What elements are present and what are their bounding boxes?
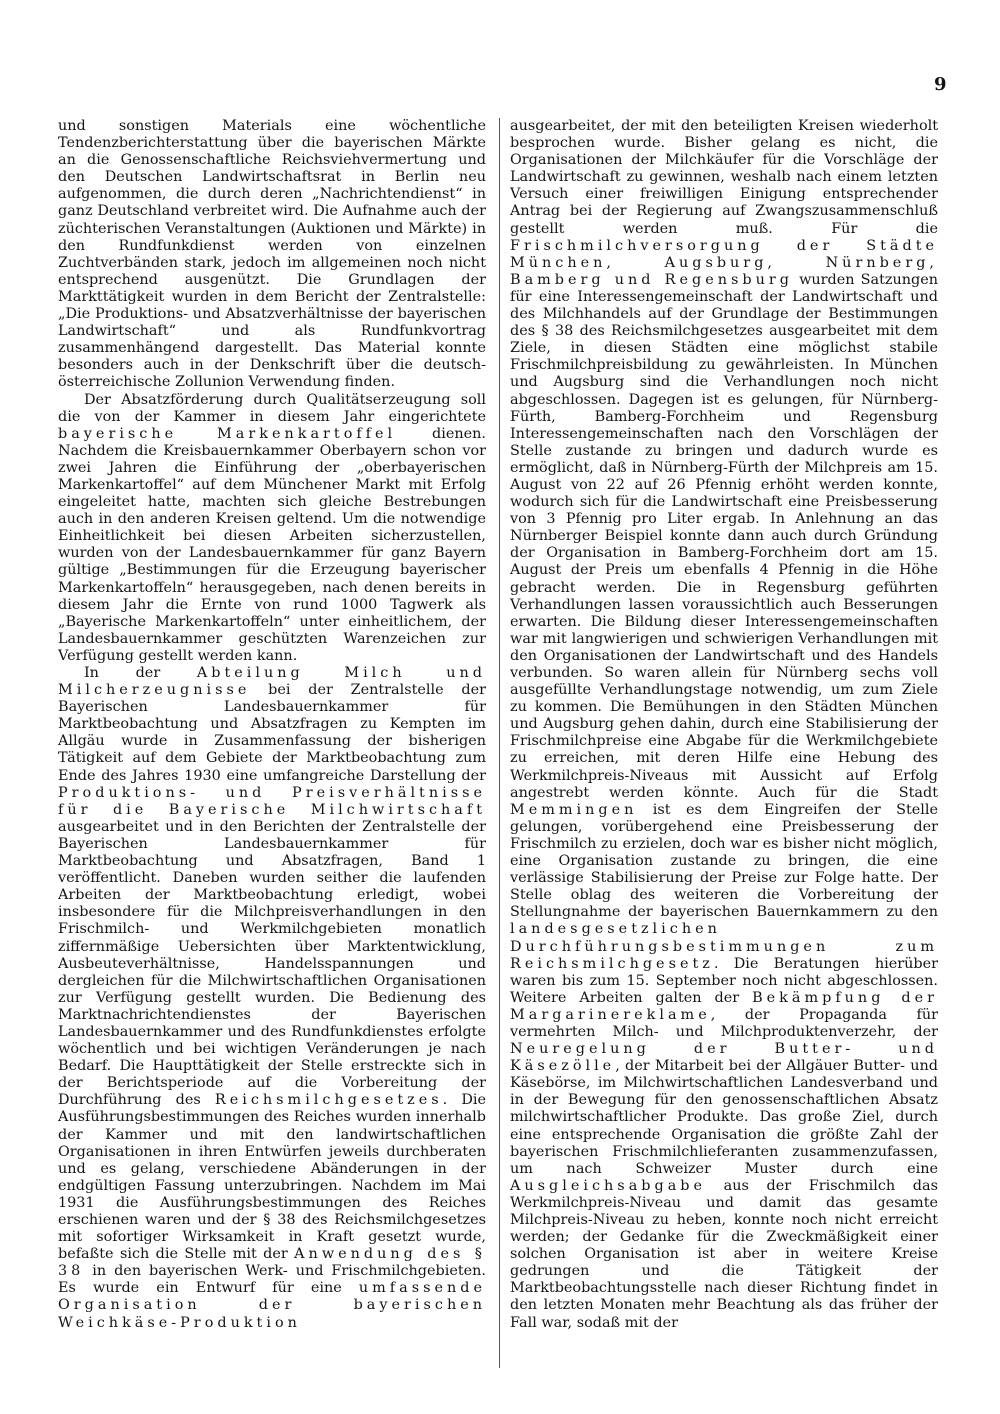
text-run: dienen. Nachdem die Kreisbauernkammer Oberbayern schon vor zwei Jahren die Einführung der „oberbayerischen Markenkartoffel“ auf dem Münchener Markt mit Erfolg eingeleitet hatte, machten sich gleiche Bestrebungen auch in den anderen Kreisen geltend. Um die notwendige Einheitlichkeit bei diesen Arbeiten sicherzustellen, wurden von der Landesbauernkammer für ganz Bayern gültige „Bestimmungen für die Erzeugung bayerischer Markenkartoffeln“ herausgegeben, nach denen bereits in diesem Jahr die Ernte von rund 1000 Tagwerk als „Bayerische Markenkartoffeln“ unter einheitlichem, der Landesbauernkammer geschützten Warenzeichen zur Verfügung gestellt werden kann. xyxy=(58,425,486,664)
text-run: Der Absatzförderung durch Qualitätserzeugung soll die von der Kammer in diesem Jahr eingerichtete xyxy=(58,391,486,425)
text-run: , der Mitarbeit bei der Allgäuer Butter- und Käsebörse, im Milchwirtschaftlichen Landesverband und in der Bewegung für den genossenschaftlichen Absatz milchwirtschaftlicher Produkte. Das große Ziel, durch eine entsprechende Organisation die größte Zahl der bayerischen Frischmilchlieferanten zusammenzufassen, um nach Schweizer Muster durch eine xyxy=(510,1058,938,1177)
body-paragraph xyxy=(58,118,486,392)
page-number: 9 xyxy=(934,74,947,95)
text-run: ausgearbeitet, der mit den beteiligten Kreisen wiederholt besprochen wurde. Bisher gelang es nicht, die Organisationen der Milchkäufer für die Vorschläge der Landwirtschaft zu gewinnen, weshalb nach einem letzten Versuch einer freiwilligen Einigung entsprechender Antrag bei der Regierung auf Zwangszusammenschluß gestellt werden muß. Für die xyxy=(510,118,938,237)
text-run: und sonstigen Materials eine wöchentliche Tendenzberichterstattung über die bayerischen Märkte an die Genossenschaftliche Reichsviehvermertung und den Deutschen Landwirtschaftsrat in Berlin neu aufgenommen, die durch deren „Nachrichtendienst“ in ganz Deutschland verbreitet wird. Die Aufnahme auch der züchterischen Veranstaltungen (Auktionen und Märkte) in den Rundfunkdienst werden von einzelnen Zuchtverbänden stark, jedoch im allgemeinen noch nicht entsprechend ausgenützt. Die Grundlagen der Markttätigkeit wurden in dem Bericht der Zentralstelle: „Die Produktions- und Absatzverhältnisse der bayerischen Landwirtschaft“ und als Rundfunkvortrag zusammenhängend dargestellt. Das Material konnte besonders auch in der Denkschrift über die deutsch-österreichische Zollunion Verwendung finden. xyxy=(58,118,486,391)
spaced-emphasis: bayerische Markenkartoffel xyxy=(58,425,397,442)
text-run: aus der Frischmilch das Werkmilchpreis-Niveau und damit das gesamte Milchpreis-Niveau zu heben, konnte noch nicht erreicht werden; der Gedanke für die Zweckmäßigkeit einer solchen Organisation ist aber in weitere Kreise gedrungen und die Tätigkeit der Marktbeobachtungsstelle nach dieser Richtung findet in den letzten Monaten mehr Beachtung als das früher der Fall war, sodaß mit der xyxy=(510,1177,938,1331)
right-text-column xyxy=(510,118,938,1368)
text-run: , der Propaganda für vermehrten Milch- und Milchproduktenverzehr, der xyxy=(510,1006,938,1040)
text-run: ausgearbeitet und in den Berichten der Zentralstelle der Bayerischen Landesbauernkammer für Marktbeobachtung und Absatzfragen, Band 1 veröffentlicht. Daneben wurden seither die laufenden Arbeiten der Marktbeobachtung erledigt, wobei insbesondere für die Milchpreisverhandlungen in den Frischmilch- und Werkmilchgebieten monatlich ziffernmäßige Uebersichten über Marktentwicklung, Ausbeuteverhältnisse, Handelsspannungen und dergleichen für die Milchwirtschaftlichen Organisationen zur Verfügung gestellt wurden. Die Bedienung des Marktnachrichtendienstes der Bayerischen Landesbauernkammer und des Rundfunkdienstes erfolgte wöchentlich und bei wichtigen Veränderungen je nach Bedarf. Die Haupttätigkeit der Stelle erstreckte sich in der Berichtsperiode auf die Vorbereitung der Durchführung des xyxy=(58,818,486,1109)
column-divider xyxy=(499,118,500,1368)
left-text-column xyxy=(58,118,486,1368)
spaced-emphasis: Bekämpfung der Margarinereklame xyxy=(510,989,938,1023)
spaced-emphasis: Memmingen xyxy=(510,801,638,818)
body-paragraph xyxy=(510,118,938,1332)
text-run: bei der Zentralstelle der Bayerischen Landesbauernkammer für Marktbeobachtung und Absatzfragen zu Kempten im Allgäu wurde in Zusammenfassung der bisherigen Tätigkeit auf dem Gebiete der Marktbeobachtung zum Ende des Jahres 1930 eine umfangreiche Darstellung der xyxy=(58,682,486,784)
text-run: ist es dem Eingreifen der Stelle gelungen, vorübergehend eine Preisbesserung der Frischmilch zu erzielen, doch war es bisher nicht möglich, eine Organisation zustande zu bringen, die eine verlässige Stabilisierung der Preise zur Folge hatte. Der Stelle oblag des weiteren die Vorbereitung der Stellungnahme der bayerischen Bauernkammern zu den xyxy=(510,801,938,921)
spaced-emphasis: umfassende Organisation der bayerischen Weichkäse-Produktion xyxy=(58,1280,486,1331)
text-run: in den bayerischen Werk- und Frischmilchgebieten. Es wurde ein Entwurf für eine xyxy=(58,1263,486,1297)
spaced-emphasis: Ausgleichsabgabe xyxy=(510,1177,707,1194)
spaced-emphasis: Abteilung Milch und Milcherzeugnisse xyxy=(58,665,486,699)
text-run: . Die Ausführungsbestimmungen des Reiches wurden innerhalb der Kammer und mit den landwirtschaftlichen Organisationen in ihren Entwürfen jeweils durchberaten und es gelang, verschiedene Abänderungen in der endgültigen Fassung unterzubringen. Nachdem im Mai 1931 die Ausführungsbestimmungen des Reiches erschienen waren und der § 38 des Reichsmilchgesetzes mit sofortiger Wirksamkeit in Kraft gesetzt wurde, befaßte sich die Stelle mit der xyxy=(58,1092,486,1263)
spaced-emphasis: Anwendung des § 38 xyxy=(58,1246,486,1280)
text-run: wurden Satzungen für eine Interessengemeinschaft der Landwirtschaft und des Milchhandels auf der Grundlage der Bestimmungen des § 38 des Reichsmilchgesetzes ausgearbeitet mit dem Ziele, in diesen Städten eine möglichst stabile Frischmilchpreisbildung zu gewährleisten. In München und Augsburg sind die Verhandlungen noch nicht abgeschlossen. Dagegen ist es gelungen, für Nürnberg-Fürth, Bamberg-Forchheim und Regensburg Interessengemeinschaften nach den Vorschlägen der Stelle zustande zu bringen und dadurch wurde es ermöglicht, daß in Nürnberg-Fürth der Milchpreis am 15. August von 22 auf 26 Pfennig erhöht werden konnte, wodurch sich für die Landwirtschaft eine Preisbesserung von 3 Pfennig pro Liter ergab. In Anlehnung an das Nürnberger Beispiel konnte dann auch durch Gründung der Organisation in Bamberg-Forchheim dort am 15. August der Preis um ebenfalls 4 Pfennig in die Höhe gebracht werden. Die in Regensburg geführten Verhandlungen lassen voraussichtlich auch Besserungen erwarten. Die Bildung dieser Interessengemeinschaften war mit langwierigen und schwierigen Verhandlungen mit den Organisationen der Landwirtschaft und des Handels verbunden. So waren allein für Nürnberg sechs voll ausgefüllte Verhandlungstage notwendig, um zum Ziele zu kommen. Die Bemühungen in den Städten München und Augsburg gehen dahin, durch eine Stabilisierung der Frischmilchpreise eine Abgabe für die Werkmilchgebiete zu erreichen, mit deren Hilfe eine Hebung des Werkmilchpreis-Niveaus mit Aussicht auf Erfolg angestrebt werden könnte. Auch für die Stadt xyxy=(510,271,938,801)
spaced-emphasis: Neuregelung der Butter- und Käsezölle xyxy=(510,1041,938,1075)
spaced-emphasis: landesgesetzlichen Durchführungsbestimmungen zum Reichsmilchgesetz xyxy=(510,921,938,972)
spaced-emphasis: Produktions- und Preisverhältnisse für die Bayerische Milchwirtschaft xyxy=(58,784,486,818)
text-run: In der xyxy=(84,665,197,681)
body-paragraph xyxy=(58,665,486,1332)
text-run: . Die Beratungen hierüber waren bis zum 15. September noch nicht abgeschlossen. Weitere Arbeiten galten der xyxy=(510,955,938,1006)
spaced-emphasis: Reichsmilchgesetzes xyxy=(214,1092,443,1109)
spaced-emphasis: Frischmilchversorgung der Städte München, Augsburg, Nürnberg, Bamberg und Regensburg xyxy=(510,237,938,288)
body-paragraph xyxy=(58,392,486,666)
